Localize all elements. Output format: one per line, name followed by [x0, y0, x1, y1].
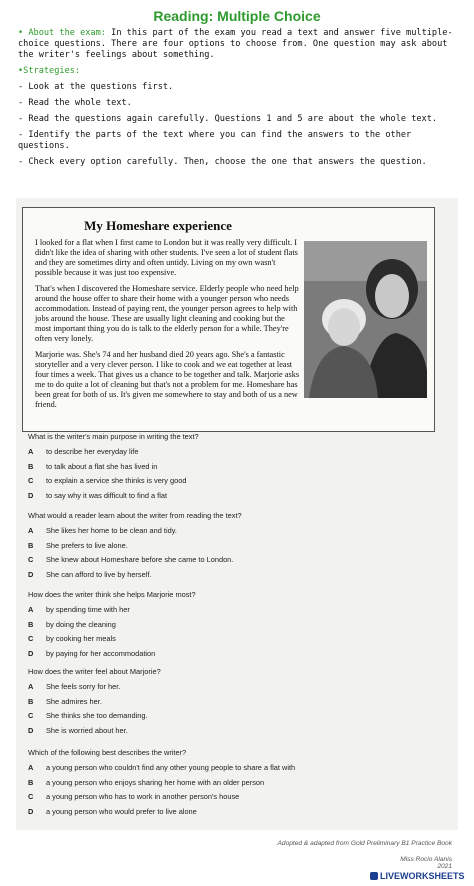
brand-icon	[370, 872, 378, 880]
option-letter: D	[28, 569, 34, 579]
option-text: to describe her everyday life	[46, 447, 139, 456]
article-body	[35, 238, 303, 416]
answer-option[interactable]	[28, 462, 448, 477]
question	[28, 432, 448, 505]
answer-option[interactable]	[28, 570, 448, 585]
about-label: • About the exam:	[18, 28, 106, 38]
article-box	[22, 207, 435, 432]
option-letter: B	[28, 696, 34, 706]
option-letter: A	[28, 447, 34, 456]
option-letter: B	[28, 777, 34, 787]
option-text: She admires her.	[46, 696, 102, 706]
option-text: to say why it was difficult to find a flat	[46, 490, 168, 500]
liveworksheets-logo[interactable]	[370, 871, 465, 881]
question-text: What is the writer's main purpose in writing the text?	[28, 432, 199, 441]
brand-text: LIVEWORKSHEETS	[380, 871, 465, 881]
option-text: to explain a service she thinks is very good	[46, 476, 187, 485]
option-letter: C	[28, 476, 34, 485]
option-text: She can afford to live by herself.	[46, 569, 152, 579]
about-paragraph	[18, 28, 462, 61]
option-text: by spending time with her	[46, 605, 130, 614]
strategy-item: - Look at the questions first.	[18, 82, 174, 92]
instructions	[18, 28, 462, 173]
strategy-item: - Read the questions again carefully. Questions 1 and 5 are about the whole text.	[18, 114, 438, 124]
answer-option[interactable]	[28, 620, 448, 635]
question	[28, 590, 448, 663]
question-text: What would a reader learn about the writer from reading the text?	[28, 511, 242, 520]
author-name: Miss Rocio Alanis	[400, 856, 452, 863]
answer-option[interactable]	[28, 711, 448, 726]
option-text: a young person who couldn't find any other young people to share a flat with	[46, 763, 296, 772]
option-letter: B	[28, 540, 34, 550]
strategies-label: •Strategies:	[18, 66, 81, 76]
option-letter: C	[28, 634, 34, 643]
questions	[28, 432, 448, 821]
option-letter: C	[28, 792, 34, 801]
option-text: She prefers to live alone.	[46, 540, 128, 550]
option-text: a young person who enjoys sharing her home with an older person	[46, 777, 265, 787]
answer-option[interactable]	[28, 726, 448, 741]
option-letter: A	[28, 605, 34, 614]
answer-option[interactable]	[28, 526, 448, 541]
option-letter: C	[28, 555, 34, 564]
article-paragraph: I looked for a flat when I first came to London but it was really very difficult. I didn't like the idea of sharing with other students. I've seen a lot of student flats and they are sometimes dirty and often untidy. Living on my own wasn't possible because it was just too expensive.	[35, 238, 298, 277]
page-title: Reading: Multiple Choice	[153, 8, 321, 24]
question	[28, 667, 448, 740]
option-text: She is worried about her.	[46, 725, 128, 735]
question	[28, 511, 448, 584]
answer-option[interactable]	[28, 476, 448, 491]
option-text: by cooking her meals	[46, 634, 116, 643]
option-text: by doing the cleaning	[46, 619, 116, 629]
answer-option[interactable]	[28, 697, 448, 712]
answer-option[interactable]	[28, 541, 448, 556]
about-text: In this part of the exam you read a text and answer five multiple-choice questions. There are four options to choose from. One question may ask about the writer's feelings about something.	[18, 28, 453, 60]
two-women-photo	[304, 241, 427, 398]
answer-option[interactable]	[28, 634, 448, 649]
source-credit: Adopted & adapted from Gold Preliminary B1 Practice Book	[277, 840, 452, 847]
question-text: How does the writer think she helps Marjorie most?	[28, 590, 196, 599]
answer-option[interactable]	[28, 682, 448, 697]
option-letter: A	[28, 763, 34, 772]
option-letter: D	[28, 648, 34, 658]
answer-option[interactable]	[28, 649, 448, 664]
option-letter: A	[28, 682, 34, 691]
answer-option[interactable]	[28, 605, 448, 620]
answer-option[interactable]	[28, 778, 448, 793]
option-letter: D	[28, 725, 34, 735]
strategy-item: - Check every option carefully. Then, choose the one that answers the question.	[18, 157, 427, 167]
question-text: How does the writer feel about Marjorie?	[28, 667, 161, 676]
option-text: She thinks she too demanding.	[46, 711, 148, 720]
question	[28, 748, 448, 821]
option-letter: D	[28, 806, 34, 816]
author-year: 2021	[437, 863, 452, 870]
option-text: She knew about Homeshare before she came to London.	[46, 555, 234, 564]
strategy-item: - Read the whole text.	[18, 98, 132, 108]
answer-option[interactable]	[28, 763, 448, 778]
question-text: Which of the following best describes the writer?	[28, 748, 187, 757]
answer-option[interactable]	[28, 555, 448, 570]
option-letter: B	[28, 461, 34, 471]
article-title: My Homeshare experience	[84, 218, 232, 233]
strategy-item: - Identify the parts of the text where you can find the answers to the other questions.	[18, 130, 417, 151]
option-text: a young person who has to work in another person's house	[46, 792, 240, 801]
option-text: She feels sorry for her.	[46, 682, 121, 691]
author-credit	[400, 856, 452, 870]
option-text: to talk about a flat she has lived in	[46, 461, 158, 471]
option-text: a young person who would prefer to live alone	[46, 806, 197, 816]
option-letter: A	[28, 526, 34, 535]
answer-option[interactable]	[28, 792, 448, 807]
answer-option[interactable]	[28, 491, 448, 506]
article-paragraph: Marjorie was. She's 74 and her husband died 20 years ago. She's a fantastic storyteller and a very clever person. I like to cook and we eat together at least four times a week. That gives us a chance to be together and talk. Marjorie asks me to do quite a lot of cleaning but that's not a problem for me. Homeshare has been great for both of us. It's given me somewhere to stay and both of us a new friend.	[35, 350, 300, 409]
option-text: She likes her home to be clean and tidy.	[46, 526, 177, 535]
option-letter: B	[28, 619, 34, 629]
option-text: by paying for her accommodation	[46, 648, 156, 658]
article-paragraph: That's when I discovered the Homeshare service. Elderly people who need help around the house offer to share their home with a younger person who needs accommodation. Instead of paying rent, the younger person agrees to help with jobs around the house. These are usually light cleaning and cooking but the most important thing you do is talk to the elderly person for a while. They're often very lonely.	[35, 284, 299, 343]
answer-option[interactable]	[28, 447, 448, 462]
option-letter: C	[28, 711, 34, 720]
article-photo	[304, 241, 427, 398]
option-letter: D	[28, 490, 34, 500]
answer-option[interactable]	[28, 807, 448, 822]
